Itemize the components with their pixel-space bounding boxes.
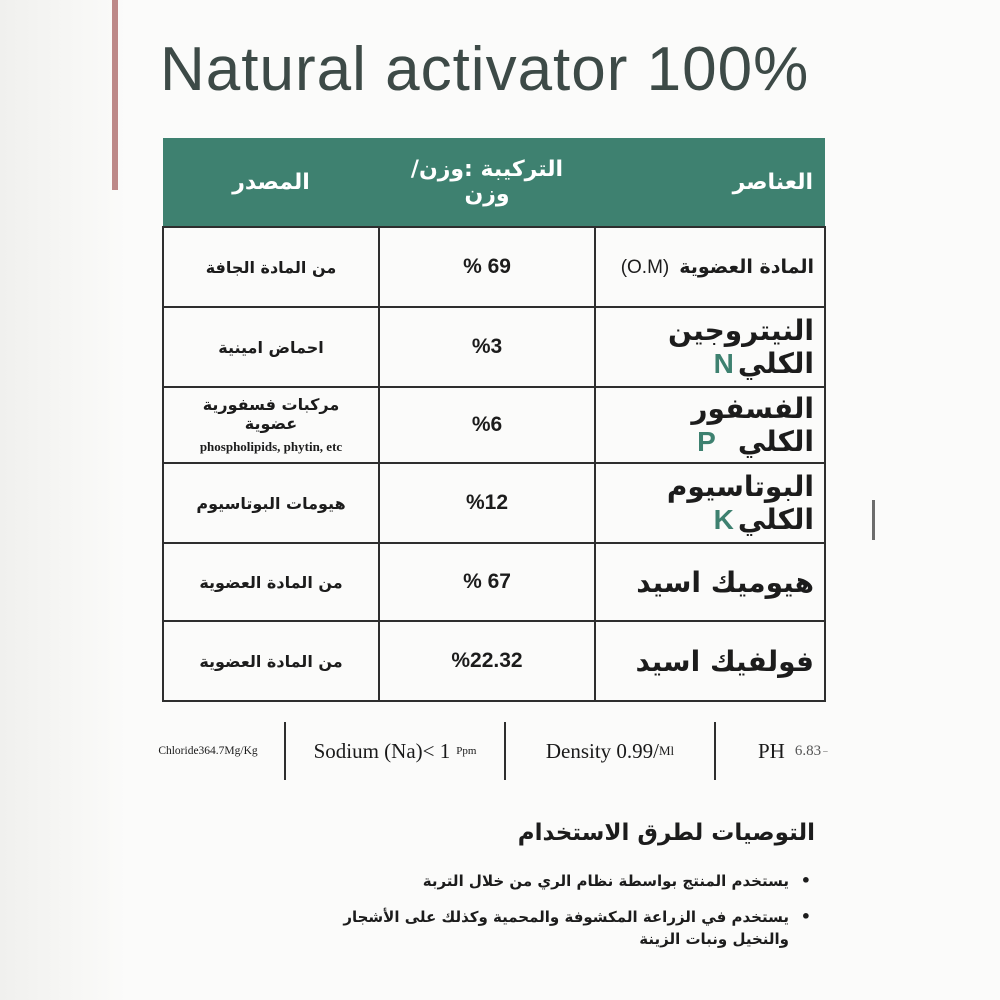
table-row — [163, 543, 825, 621]
source-text: من المادة الجافة — [205, 257, 337, 277]
density-unit: Ml — [659, 743, 675, 758]
table-row — [163, 387, 825, 463]
sodium-value — [286, 722, 506, 780]
row-composition: % 67 — [379, 543, 595, 621]
source-text-en: phospholipids, phytin, etc — [199, 439, 343, 454]
row-composition: %3 — [379, 307, 595, 387]
ph-value — [716, 722, 870, 780]
header-elements: العناصر — [595, 138, 825, 227]
row-source — [163, 463, 379, 543]
source-text: هيومات البوتاسيوم — [196, 493, 346, 513]
bullet-icon: • — [800, 871, 811, 890]
row-source — [163, 621, 379, 701]
row-composition: % 69 — [379, 227, 595, 307]
source-text: من المادة العضوية — [199, 572, 343, 592]
density-value — [506, 722, 716, 780]
table-row — [163, 463, 825, 543]
element-name: فولفيك اسيد — [635, 644, 814, 678]
usage-item-text: يستخدم المنتج بواسطة نظام الري من خلال التربة — [422, 872, 789, 890]
row-element — [595, 307, 825, 387]
chloride-value — [132, 722, 286, 780]
row-source — [163, 307, 379, 387]
usage-list — [340, 870, 815, 950]
ph-unit: – — [823, 746, 828, 756]
row-composition: %6 — [379, 387, 595, 463]
usage-title: التوصيات لطرق الاستخدام — [517, 820, 815, 846]
source-text: من المادة العضوية — [199, 651, 343, 671]
edge-accent — [112, 0, 118, 190]
element-symbol: (O.M) — [620, 256, 670, 278]
list-item — [340, 870, 811, 892]
table-header-row — [163, 138, 825, 227]
element-name: المادة العضوية — [679, 255, 814, 278]
row-composition: %12 — [379, 463, 595, 543]
table-row — [163, 621, 825, 701]
row-element — [595, 387, 825, 463]
bullet-icon: • — [800, 907, 811, 926]
header-source: المصدر — [163, 138, 379, 227]
sodium-text: Sodium (Na)< 1 — [313, 738, 451, 763]
row-element — [595, 621, 825, 701]
row-element — [595, 463, 825, 543]
page-left-edge — [0, 0, 128, 1000]
element-symbol: N — [713, 348, 734, 379]
density-text: Density 0.99/ — [545, 738, 659, 763]
chloride-text: Chloride364.7Mg/Kg — [158, 745, 258, 757]
properties-strip — [132, 722, 870, 780]
element-symbol: P — [697, 426, 716, 457]
source-text: مركبات فسفورية عضوية — [202, 395, 340, 433]
element-name: الفسفور الكلي — [691, 392, 814, 458]
element-name: البوتاسيوم الكلي — [666, 470, 814, 536]
row-element — [595, 227, 825, 307]
ph-label: PH — [758, 738, 785, 763]
row-source — [163, 227, 379, 307]
element-name: النيتروجين الكلي — [667, 314, 814, 380]
source-text: احماض امينية — [218, 337, 324, 357]
row-source — [163, 387, 379, 463]
header-composition: التركيبة :وزن/وزن — [379, 138, 595, 227]
usage-item-text: يستخدم في الزراعة المكشوفة والمحمية وكذلك على الأشجار والنخيل ونبات الزينة — [343, 908, 789, 948]
element-symbol: K — [713, 504, 734, 535]
element-name: هيوميك اسيد — [636, 565, 814, 599]
composition-table — [162, 138, 826, 702]
sodium-unit: Ppm — [456, 745, 477, 757]
row-element — [595, 543, 825, 621]
edge-mark — [872, 500, 875, 540]
table-row — [163, 227, 825, 307]
list-item — [340, 906, 811, 950]
product-title: Natural activator 100% — [160, 35, 810, 104]
row-source — [163, 543, 379, 621]
row-composition: %22.32 — [379, 621, 595, 701]
usage-recommendations — [340, 820, 815, 964]
table-row — [163, 307, 825, 387]
ph-number: 6.83 — [794, 742, 822, 759]
